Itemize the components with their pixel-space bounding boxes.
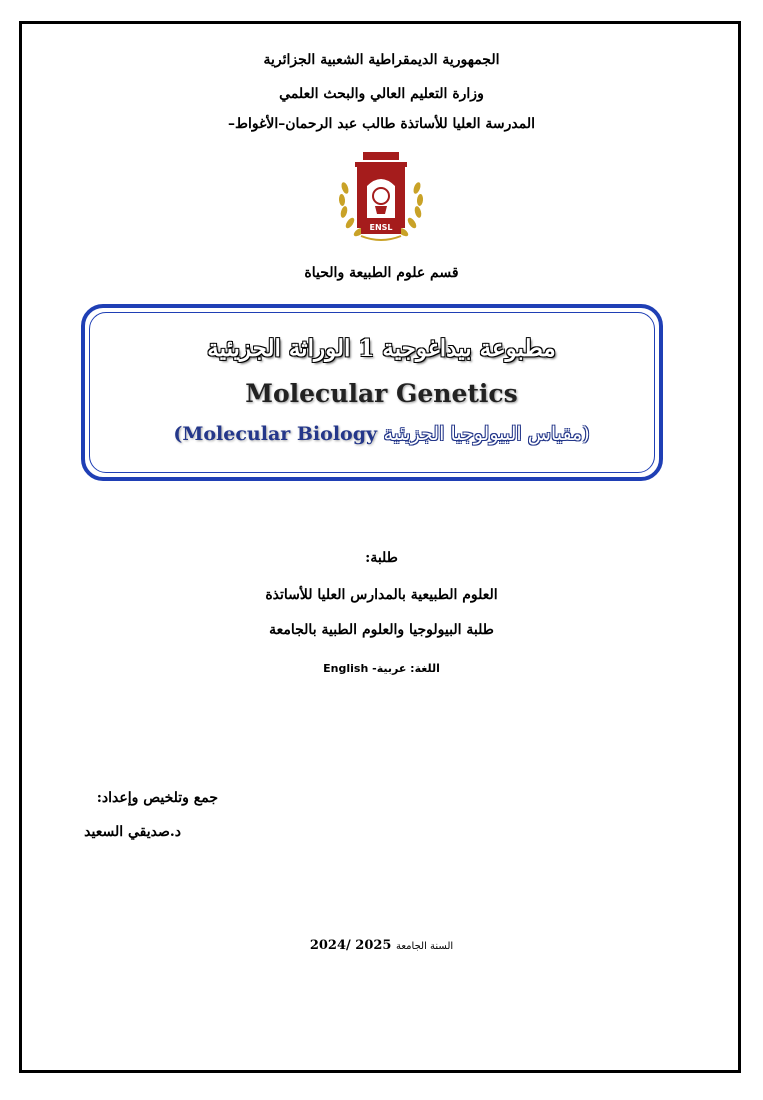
subtitle-english: Molecular Biology) [173, 423, 378, 445]
audience-heading: طلبة: [365, 550, 398, 566]
academic-year [0, 938, 763, 953]
subtitle [0, 423, 763, 445]
department-heading: قسم علوم الطبيعة والحياة [304, 265, 459, 281]
author-name: د.صديقي السعيد [84, 824, 181, 840]
arabic-title: مطبوعة بيداغوجية 1 الوراثة الجزيئية [207, 335, 556, 362]
ministry-heading: وزارة التعليم العالي والبحث العلمي [279, 86, 484, 102]
audience-line-1: العلوم الطبيعية بالمدارس العليا للأساتذة [265, 587, 498, 603]
year-label: السنة الجامعة [395, 941, 454, 952]
audience-line-2: طلبة البيولوجيا والعلوم الطبية بالجامعة [269, 622, 494, 638]
school-heading: المدرسة العليا للأساتذة طالب عبد الرحمان–الأغواط– [228, 116, 535, 132]
language-line: اللغة: عربية- English [323, 662, 440, 675]
republic-heading: الجمهورية الديمقراطية الشعبية الجزائرية [263, 52, 500, 68]
year-value: 2024/ 2025 [309, 938, 392, 953]
prepared-label: جمع وتلخيص وإعداد: [96, 790, 218, 806]
subtitle-arabic: (مقياس البيولوجيا الجزيئية [383, 423, 590, 445]
logo-text: ENSL [369, 223, 393, 232]
english-title: Molecular Genetics [245, 379, 518, 408]
ensl-logo [331, 148, 431, 248]
